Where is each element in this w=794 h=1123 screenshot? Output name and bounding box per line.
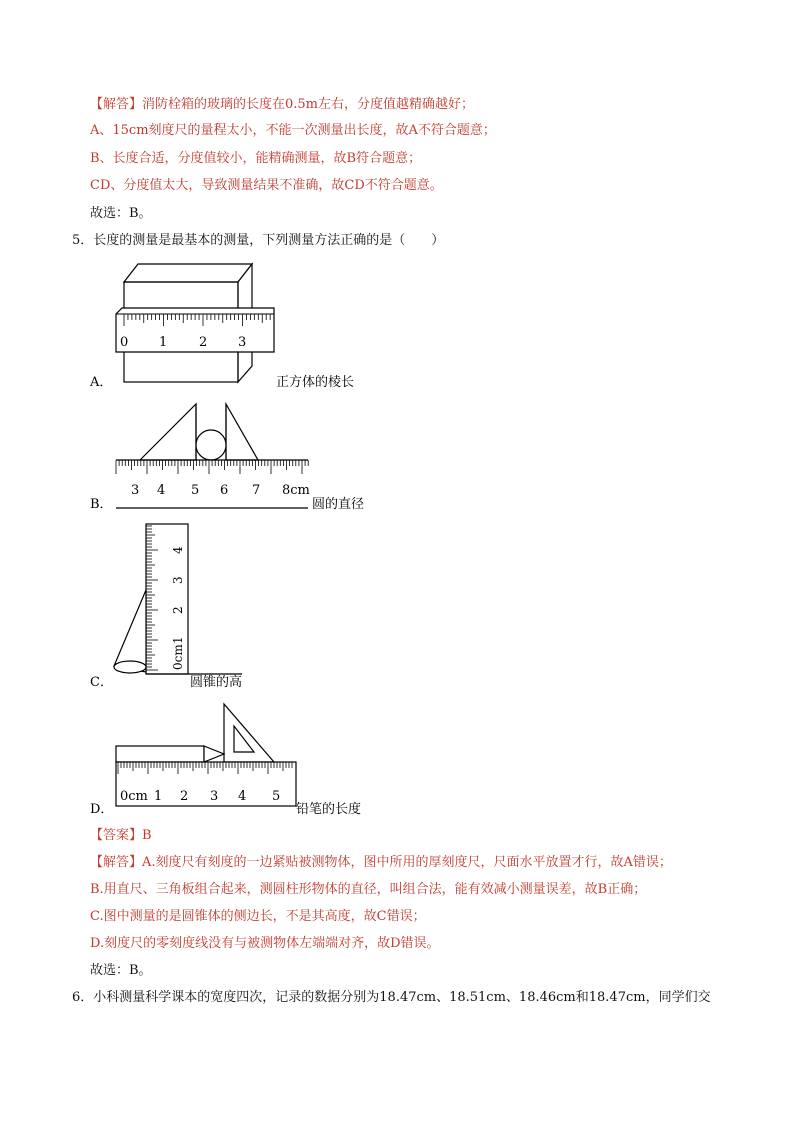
q5-answer: 【答案】B [90, 828, 152, 843]
q5-option-d-caption: 铅笔的长度 [296, 802, 362, 817]
ruler-b-label-6: 6 [220, 483, 229, 498]
figure-b-circle-triangles [112, 400, 312, 512]
q6-stem: 6．小科测量科学课本的宽度四次，记录的数据分别为18.47cm、18.51cm、18.46cm和18.47cm，同学们交 [72, 990, 711, 1005]
ruler-d-label-2: 2 [180, 789, 189, 804]
ruler-b-label-7: 7 [252, 483, 261, 498]
q5-option-d-label: D． [90, 802, 114, 817]
ruler-a-label-1: 1 [159, 335, 168, 350]
ruler-c-label-3: 3 [171, 576, 185, 584]
ruler-b-label-5: 5 [191, 483, 200, 498]
cube-top-face [124, 264, 252, 282]
ruler-d-label-0cm: 0cm [120, 789, 148, 804]
ruler-a-label-2: 2 [199, 335, 208, 350]
q4-choose: 故选：B。 [90, 206, 152, 221]
ruler-c-label-1: 1 [171, 636, 185, 644]
ruler-a-label-3: 3 [238, 335, 247, 350]
q5-option-a-caption: 正方体的棱长 [276, 375, 355, 390]
ruler-d-label-5: 5 [272, 789, 281, 804]
q5-option-c-caption: 圆锥的高 [190, 675, 243, 690]
figure-a-cube-ruler [112, 258, 282, 388]
set-square [224, 704, 274, 762]
q5-explanation-a: 【解答】A.刻度尺有刻度的一边紧贴被测物体，图中所用的厚刻度尺，尺面水平放置才行，故A错误； [90, 855, 672, 870]
triangle-left [140, 404, 196, 460]
ruler-c-label-2: 2 [171, 606, 185, 614]
ruler-b-label-8cm: 8cm [282, 483, 310, 498]
q4-option-b-note: B、长度合适，分度值较小，能精确测量，故B符合题意； [90, 151, 422, 166]
q4-analysis: 【解答】消防栓箱的玻璃的长度在0.5m左右，分度值越精确越好； [90, 97, 475, 112]
q4-option-cd-note: CD、分度值太大，导致测量结果不准确，故CD不符合题意。 [90, 178, 443, 193]
q5-explanation-d: D.刻度尺的零刻度线没有与被测物体左端端对齐，故D错误。 [90, 936, 440, 951]
figure-d-pencil-ruler [112, 700, 302, 818]
ruler-a-label-0: 0 [120, 335, 129, 350]
q5-option-b-caption: 圆的直径 [312, 497, 365, 512]
ruler-c-label-4: 4 [171, 546, 185, 554]
ruler-c-label-0cm: 0cm [171, 644, 185, 670]
figure-c-cone-ruler [112, 520, 252, 685]
q5-explanation-b: B.用直尺、三角板组合起来，测圆柱形物体的直径，叫组合法，能有效减小测量误差，故B正确； [90, 882, 647, 897]
ruler-d-label-4: 4 [238, 789, 247, 804]
cone-base [114, 661, 146, 673]
q5-option-a-label: A． [90, 375, 113, 390]
ruler-d-label-1: 1 [154, 789, 163, 804]
triangle-right [226, 404, 258, 460]
q5-choose: 故选：B。 [90, 963, 152, 978]
q5-option-c-label: C． [90, 675, 113, 690]
q5-explanation-c: C.图中测量的是圆锥体的侧边长，不是其高度，故C错误； [90, 909, 426, 924]
q4-option-a-note: A、15cm刻度尺的量程太小，不能一次测量出长度，故A不符合题意； [90, 123, 496, 138]
circle-object [196, 430, 226, 460]
cone-body [114, 590, 146, 672]
q5-stem: 5．长度的测量是最基本的测量，下列测量方法正确的是（ ） [72, 233, 445, 248]
pencil-body [116, 746, 204, 762]
ruler-b-label-4: 4 [157, 483, 166, 498]
q5-option-b-label: B． [90, 497, 113, 512]
pencil-tip [204, 746, 224, 762]
ruler-b-label-3: 3 [131, 483, 140, 498]
ruler-d-label-3: 3 [210, 789, 219, 804]
ruler-b-ticks [116, 460, 308, 474]
